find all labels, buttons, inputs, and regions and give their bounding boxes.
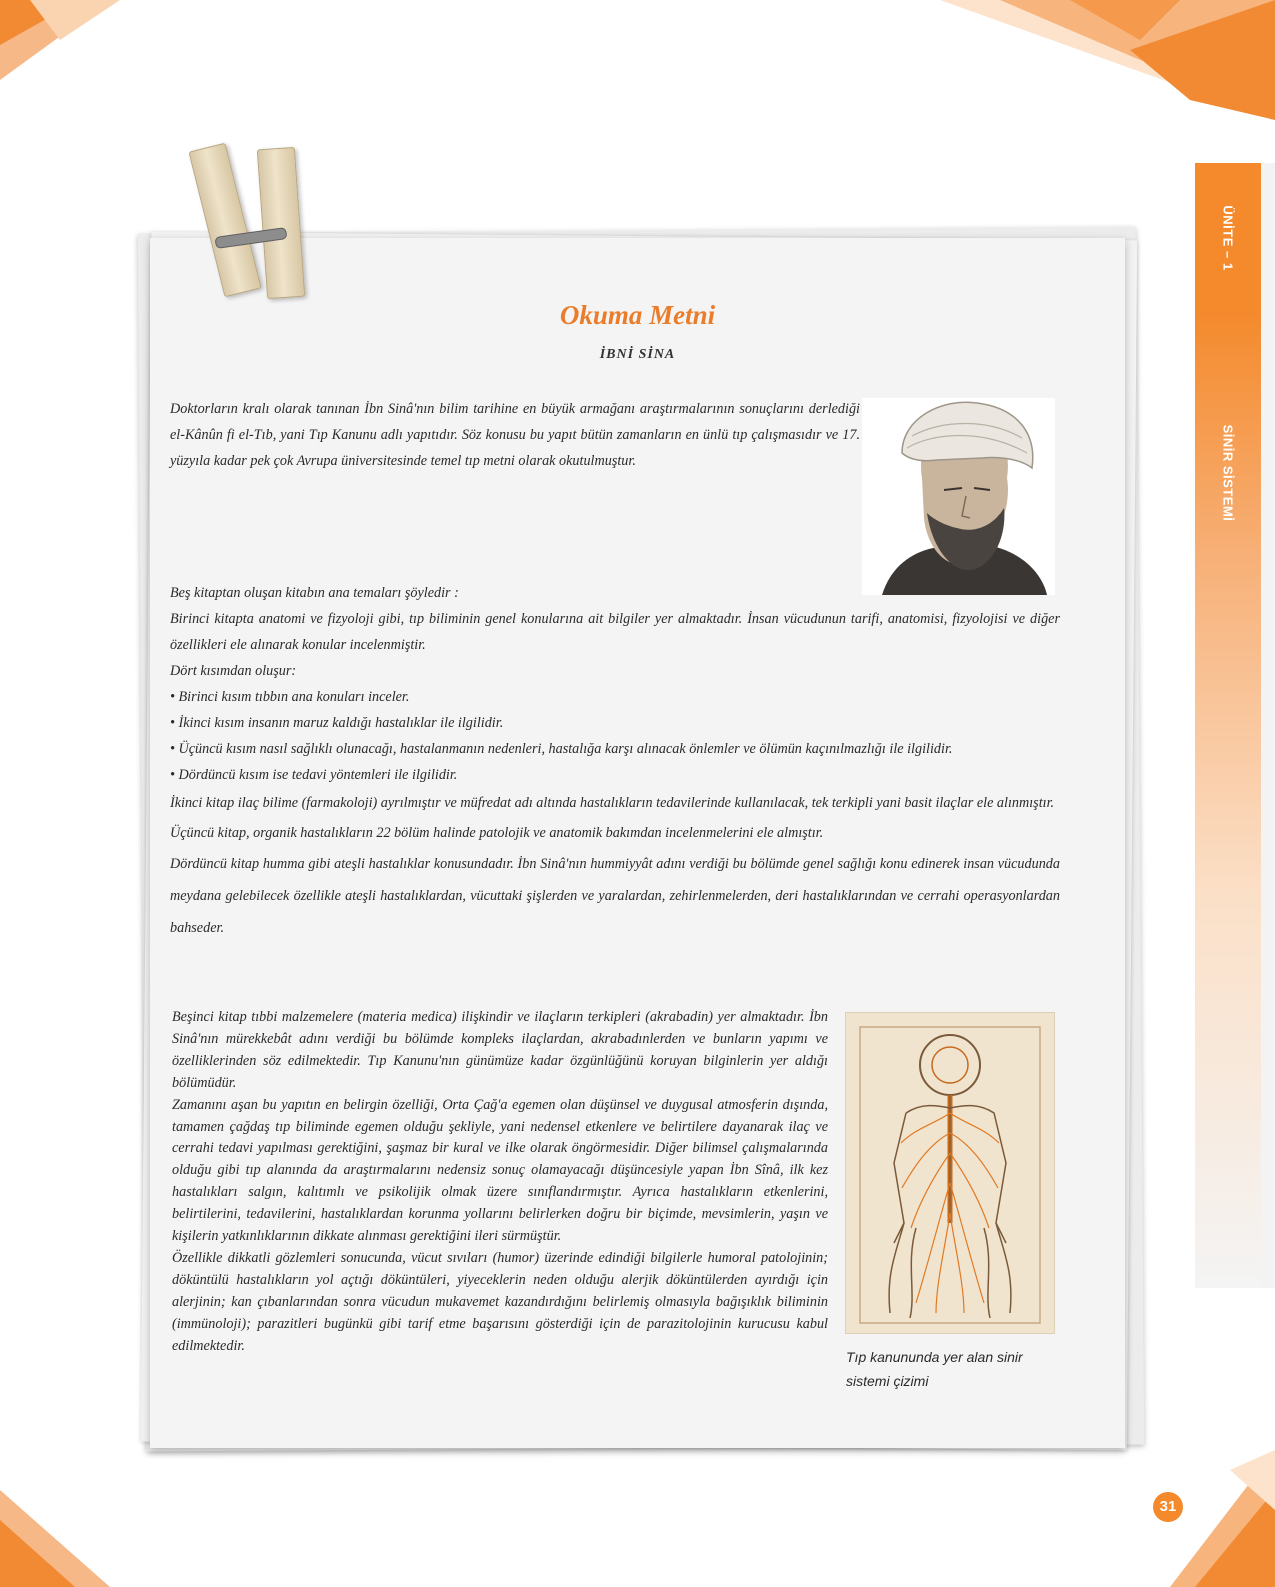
corner-decoration-top-left [0,0,130,100]
unit-label: ÜNİTE – 1 [1220,205,1236,271]
bottom-column [172,1007,828,1358]
drawing-caption: Tıp kanununda yer alan sinir sistemi çizimi [846,1349,1023,1389]
unit-side-tab [1195,163,1275,1288]
part-item: • Üçüncü kısım nasıl sağlıklı olunacağı, hastalanmanın nedenleri, hastalığa karşı alınacak önlemler ve ölümün kaçınılmazlığı ile ilgilidir. [170,741,953,757]
book-1-paragraph: Birinci kitapta anatomi ve fizyoloji gibi, tıp biliminin genel konularına ait bilgiler yer almaktadır. İnsan vücudunun tarifi, anatomisi, fizyolojisi ve diğer özellikleri ele alınarak konular incelenmiştir. [170,611,1060,653]
book-4-paragraph: Dördüncü kitap humma gibi ateşli hastalıklar konusundadır. İbn Sinâ'nın hummiyyât adını verdiği bu bölümde genel sağlığı konu edinerek insan vücudunda meydana gelebilecek özellikle ateşli hastalıklardan, vücuttaki şişlerden ve yaralardan, zehirlenmelerden, deri hastalıklarından ve cerrahi operasyonlardan bahseder. [170,856,1060,936]
book-5-paragraph: Beşinci kitap tıbbi malzemelere (materia medica) ilişkindir ve ilaçların terkipleri (akrabadin) yer almaktadır. İbn Sinâ'nın mürekkebât adını verdiği bu bölümde kompleks ilaçlardan, akrabadınlerden ve bunların yapımı ve özelliklerinden söz edilmektedir. Tıp Kanunu'nın günümüze kadar özgünlüğünü koruyan bilginlerin yer aldığı bölümüdür. [172,1009,828,1091]
nervous-system-drawing-image [845,1012,1055,1334]
part-item: • Birinci kısım tıbbın ana konuları inceler. [170,689,410,705]
corner-decoration-bottom-left [0,1470,120,1587]
legacy-paragraph: Zamanını aşan bu yapıtın en belirgin özelliği, Orta Çağ'a egemen olan düşünsel ve duygusal atmosferin dışında, tamamen çağdaş tıp biliminde egemen olduğu şekliyle, yani nedensel etkenlere ve belirtilere dayanarak ilaç ve cerrahi tedavi yapılması gerektiğini, şaşmaz bir kural ve ilke olarak öngörmesidir. Diğer bilimsel çalışmalarında olduğu gibi tıp alanında da araştırmalarını nedensiz sonuç olamayacağı düşüncesiyle yapan İbn Sînâ, ilk kez hastalıkları salgın, kalıtımlı ve psikolijik olmak üzere sınıflandırmıştır. Ayrıca hastalıkların etkenlerini, belirtilerini, tedavilerini, hastalıklardan korunma yollarını belirlerken doğru bir biçimde, mevsimlerin, yaşın ve kişilerin yatkınlıklarının dikkate alınması gerektiğini ileri sürmüştür. [172,1096,828,1245]
unit-label-box [1195,163,1261,313]
book-3-paragraph: Üçüncü kitap, organik hastalıkların 22 bölüm halinde patolojik ve anatomik bakımdan incelenmelerini ele almıştır. [170,825,824,841]
main-body [170,580,1060,944]
part-item: • İkinci kısım insanın maruz kaldığı hastalıklar ile ilgilidir. [170,715,504,731]
themes-intro: Beş kitaptan oluşan kitabın ana temaları şöyledir : [170,585,459,601]
topic-label: SİNİR SİSTEMİ [1220,424,1236,522]
part-item: • Dördüncü kısım ise tedavi yöntemleri ile ilgilidir. [170,767,458,783]
legacy-paragraph-2: Özellikle dikkatli gözlemleri sonucunda, vücut sıvıları (humor) üzerinde edindiği bilgilerle humoral patolojinin; döküntülü hastalıkların yol açtığı döküntüleri, yiyeceklerin neden olduğu alerjik döküntülerden ayırdığı için alerjinin; kan çıbanlarından sonra vücudun mukavemet kazandırdığını belirlemiş olmasıyla bağışıklık biliminin (immünoloji); parazitleri bugünkü gibi tarif etme başarısını gösterdiği için de parazitolojinin kurucusu kabul edilmektedir. [172,1249,828,1354]
ibn-sina-portrait-image [862,398,1055,595]
book-2-paragraph: İkinci kitap ilaç bilime (farmakoloji) ayrılmıştır ve müfredat adı altında hastalıkların tedavilerinde kullanılacak, tek terkipli yani basit ilaçlar ele alınmıştır. [170,795,1055,811]
parts-intro: Dört kısımdan oluşur: [170,663,297,679]
reading-title: Okuma Metni [559,300,716,330]
reading-subtitle: İBNİ SİNA [599,347,676,362]
intro-paragraph: Doktorların kralı olarak tanınan İbn Sinâ'nın bilim tarihine en büyük armağanı araştırmalarının sonuçlarını derlediği el-Kânûn fi el-Tıb, yani Tıp Kanunu adlı yapıtıdır. Söz konusu bu yapıt bütün zamanların en ünlü tıp çalışmasıdır ve 17. yüzyıla kadar pek çok Avrupa üniversitesinde temel tıp metni olarak okutulmuştur. [170,401,860,469]
topic-label-box [1195,313,1261,1288]
page-number: 31 [1153,1492,1183,1522]
corner-decoration-top-right [940,0,1275,125]
